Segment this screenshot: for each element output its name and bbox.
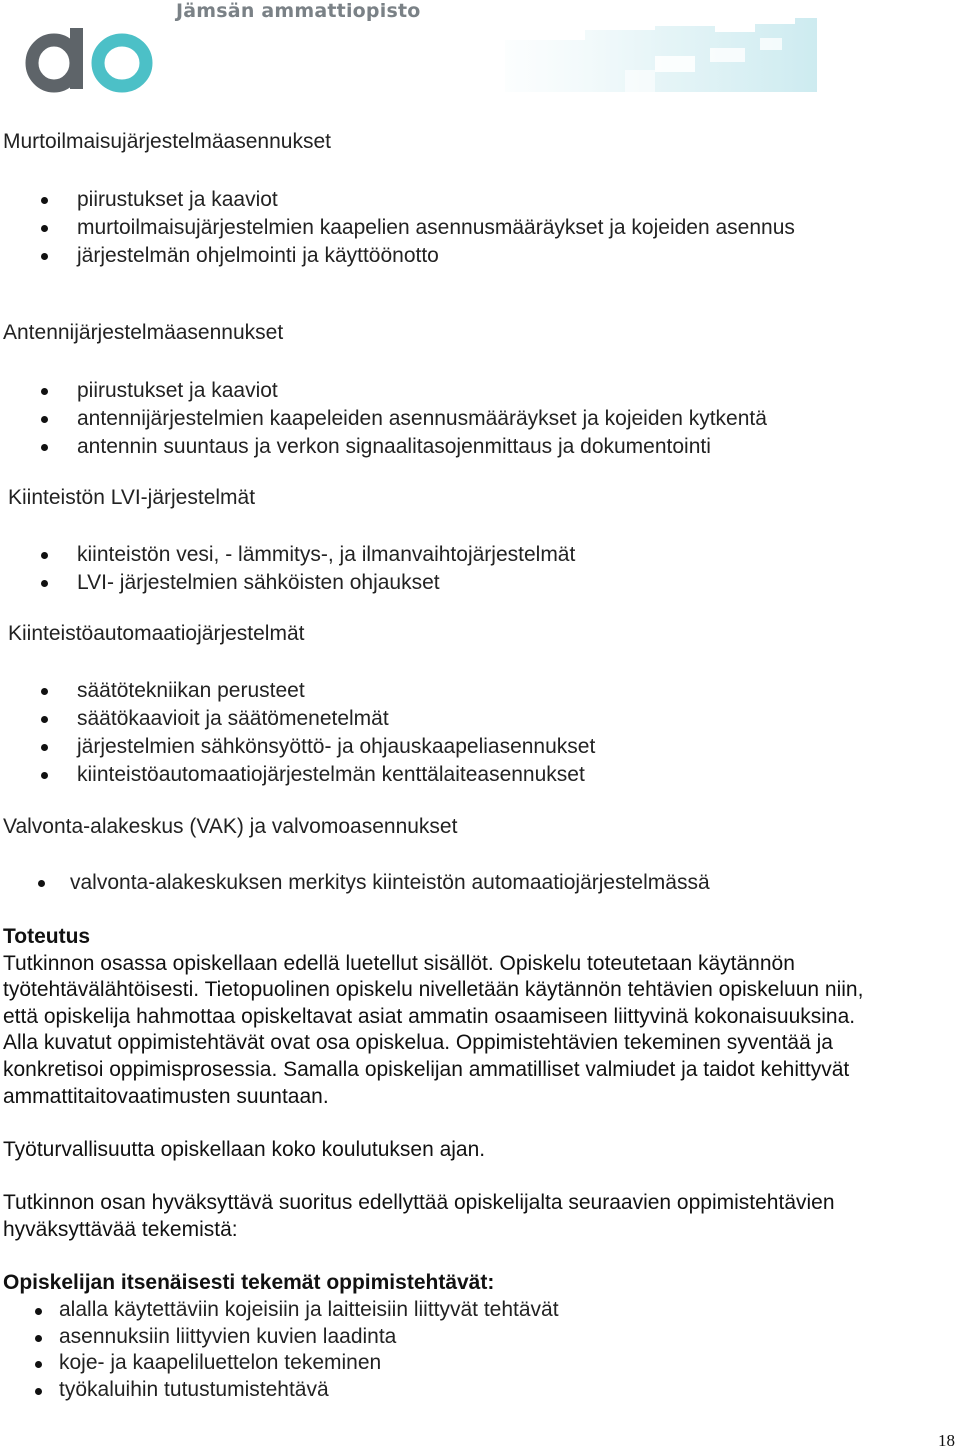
paragraph-line: hyväksyttävää tekemistä: <box>3 1217 238 1241</box>
list-item: järjestelmien sähkönsyöttö- ja ohjauskaapeliasennukset <box>0 733 595 761</box>
section-list-valvonta <box>0 869 710 897</box>
list-item: alalla käytettäviin kojeisiin ja laitteisiin liittyvät tehtävät <box>0 1297 559 1324</box>
section-heading-lvi: Kiinteistön LVI-järjestelmät <box>8 486 256 509</box>
ao-logo-icon <box>22 8 162 96</box>
list-item: työkaluihin tutustumistehtävä <box>0 1377 559 1404</box>
paragraph-line: konkretisoi oppimisprosessia. Samalla opiskelijan ammatilliset valmiudet ja taidot kehittyvät <box>3 1057 850 1081</box>
paragraph-line: Alla kuvatut oppimistehtävät ovat osa opiskelua. Oppimistehtävien tekeminen syventää ja <box>3 1031 833 1055</box>
list-item: LVI- järjestelmien sähköisten ohjaukset <box>0 569 575 597</box>
paragraph-line: että opiskelija hahmottaa opiskeltavat asiat ammatin osaamiseen liittyvinä kokonaisuuksina. <box>3 1004 856 1028</box>
section-list-antenni <box>0 377 767 461</box>
list-item: järjestelmän ohjelmointi ja käyttöönotto <box>0 242 795 270</box>
section-heading-antenni: Antennijärjestelmäasennukset <box>3 321 284 344</box>
paragraph-line: työtehtävälähtöisesti. Tietopuolinen opiskelu nivelletään käytännön tehtävien opiskeluun niin, <box>3 978 864 1002</box>
list-item: valvonta-alakeskuksen merkitys kiinteistön automaatiojärjestelmässä <box>0 869 710 897</box>
decorative-steps-graphic <box>505 18 817 92</box>
list-item: antennin suuntaus ja verkon signaalitasojenmittaus ja dokumentointi <box>0 433 767 461</box>
toteutus-block <box>3 924 958 1110</box>
list-item: kiinteistöautomaatiojärjestelmän kenttälaiteasennukset <box>0 761 595 789</box>
section-list-automaatio <box>0 677 595 789</box>
list-item: murtoilmaisujärjestelmien kaapelien asennusmääräykset ja kojeiden asennus <box>0 214 795 242</box>
list-item: kiinteistön vesi, - lämmitys-, ja ilmanvaihtojärjestelmät <box>0 541 575 569</box>
tasks-list <box>0 1297 559 1403</box>
section-heading-automaatio: Kiinteistöautomaatiojärjestelmät <box>8 622 305 645</box>
paragraph-line: ammattitaitovaatimusten suuntaan. <box>3 1084 329 1108</box>
section-heading-murtoilmaisu: Murtoilmaisujärjestelmäasennukset <box>3 130 331 153</box>
section-list-lvi <box>0 541 575 597</box>
list-item: antennijärjestelmien kaapeleiden asennusmääräykset ja kojeiden kytkentä <box>0 405 767 433</box>
list-item: koje- ja kaapeliluettelon tekeminen <box>0 1350 559 1377</box>
requirement-paragraph <box>3 1190 958 1243</box>
tasks-heading-block <box>3 1270 958 1297</box>
tasks-title: Opiskelijan itsenäisesti tekemät oppimistehtävät: <box>3 1271 495 1294</box>
paragraph-line: Tutkinnon osan hyväksyttävä suoritus edellyttää opiskelijalta seuraavien oppimistehtävien <box>3 1191 835 1214</box>
list-item: asennuksiin liittyvien kuvien laadinta <box>0 1324 559 1351</box>
list-item: säätötekniikan perusteet <box>0 677 595 705</box>
paragraph-line: Työturvallisuutta opiskellaan koko koulutuksen ajan. <box>3 1138 486 1161</box>
page-number: 18 <box>938 1431 955 1450</box>
section-list-murtoilmaisu <box>0 186 795 270</box>
section-heading-valvonta: Valvonta-alakeskus (VAK) ja valvomoasennukset <box>3 815 458 838</box>
school-name: Jämsän ammattiopisto <box>176 0 421 22</box>
list-item: säätökaavioit ja säätömenetelmät <box>0 705 595 733</box>
safety-paragraph <box>3 1137 958 1164</box>
list-item: piirustukset ja kaaviot <box>0 186 795 214</box>
list-item: piirustukset ja kaaviot <box>0 377 767 405</box>
toteutus-title: Toteutus <box>3 925 91 948</box>
paragraph-line: Tutkinnon osassa opiskellaan edellä luetellut sisällöt. Opiskelu toteutetaan käytännön <box>3 951 795 975</box>
